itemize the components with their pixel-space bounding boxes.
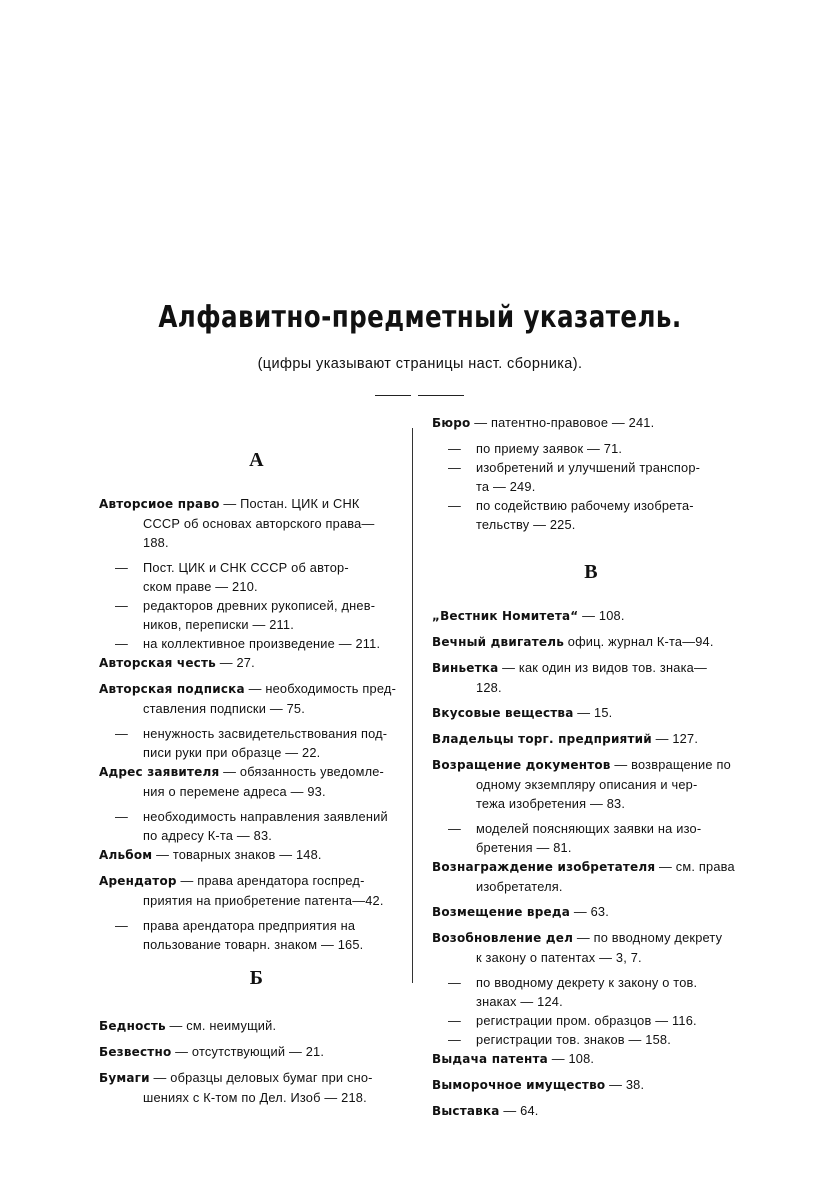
entry-heading: Виньетка — [432, 661, 499, 675]
title-rule — [375, 395, 411, 396]
entry-text: — 127. — [655, 731, 699, 746]
subentry-text: та — 249. — [476, 479, 536, 494]
subentry-text: регистрации пром. образцов — 116. — [476, 1013, 697, 1028]
page-subtitle: (цифры указывают страницы наст. сборника). — [257, 356, 583, 372]
subentry-text: по адресу К-та — 83. — [143, 828, 273, 843]
index-entry — [432, 606, 750, 626]
subentry-dash: — — [448, 460, 461, 475]
section-letter-b: Б — [249, 967, 264, 989]
entry-heading: „Вестник Номитета“ — [432, 609, 579, 623]
entry-heading: Вознаграждение изобретателя — [432, 860, 656, 874]
index-entry — [99, 762, 414, 801]
entry-text: — товарных знаков — 148. — [156, 847, 322, 862]
entry-text: — образцы деловых бумаг при сно- — [153, 1070, 373, 1085]
subentry-text: пользование товарн. знаком — 165. — [143, 937, 364, 952]
index-entry — [99, 494, 414, 552]
entry-text: — необходимость пред- — [248, 681, 397, 696]
entry-text: — как один из видов тов. знака— — [502, 660, 707, 675]
index-subentry — [99, 724, 414, 762]
subentry-dash: — — [115, 560, 128, 575]
section-letter-a: А — [249, 449, 264, 471]
entry-heading: Вечный двигатель — [432, 635, 564, 649]
index-entry — [99, 679, 414, 718]
subentry-dash: — — [448, 1032, 461, 1047]
index-subentry — [99, 807, 414, 845]
entry-heading: Арендатор — [99, 874, 177, 888]
entry-text: — 15. — [577, 705, 613, 720]
entry-heading: Владельцы торг. предприятий — [432, 732, 652, 746]
subentry-dash: — — [448, 498, 461, 513]
entry-text-continued: к закону о патентах — 3, 7. — [476, 950, 642, 965]
right-column — [432, 413, 750, 1127]
index-entry — [432, 755, 750, 813]
index-entry — [432, 703, 750, 723]
index-subentry — [432, 1030, 750, 1049]
entry-heading: Возмещение вреда — [432, 905, 571, 919]
subentry-text: права арендатора предприятия на — [143, 918, 356, 933]
entry-heading: Возращение документов — [432, 758, 611, 772]
entry-text: — Постан. ЦИК и СНК — [223, 496, 360, 511]
subentry-dash: — — [115, 726, 128, 741]
entry-text-continued: изобретателя. — [476, 879, 563, 894]
index-entry — [432, 658, 750, 697]
entry-text: — 108. — [582, 608, 625, 623]
subentry-text: редакторов древних рукописей, днев- — [143, 598, 376, 613]
entry-text: — 27. — [219, 655, 255, 670]
subentry-text: необходимость направления заявлений — [143, 809, 388, 824]
entry-heading: Бумаги — [99, 1071, 150, 1085]
subentry-text: знаках — 124. — [476, 994, 563, 1009]
entry-heading: Возобновление дел — [432, 931, 574, 945]
entry-list-b-continued — [432, 413, 750, 534]
index-subentry — [99, 596, 414, 634]
index-subentry — [432, 819, 750, 857]
subentry-dash: — — [448, 975, 461, 990]
entry-text-continued: 188. — [143, 535, 169, 550]
index-subentry — [432, 973, 750, 1011]
subentry-text: по приему заявок — 71. — [476, 441, 623, 456]
title-rule — [418, 395, 464, 396]
entry-text-continued: приятия на приобретение патента—42. — [143, 893, 384, 908]
entry-text: — по вводному декрету — [576, 930, 723, 945]
subentry-text: Пост. ЦИК и СНК СССР об автор- — [143, 560, 349, 575]
entry-text-continued: СССР об основах авторского права— — [143, 516, 375, 531]
entry-text-continued: 128. — [476, 680, 502, 695]
entry-text: офиц. журнал К-та—94. — [567, 634, 714, 649]
index-entry — [99, 845, 414, 865]
subentry-text: писи руки при образце — 22. — [143, 745, 321, 760]
entry-text-continued: ставления подписки — 75. — [143, 701, 305, 716]
entry-text: — 63. — [573, 904, 609, 919]
entry-text: — обязанность уведомле- — [223, 764, 385, 779]
entry-heading: Адрес заявителя — [99, 765, 220, 779]
index-subentry — [99, 558, 414, 596]
entry-heading: Выдача патента — [432, 1052, 548, 1066]
subentry-dash: — — [448, 441, 461, 456]
index-entry — [432, 857, 750, 896]
subentry-text: по вводному декрету к закону о тов. — [476, 975, 698, 990]
subentry-text: регистрации тов. знаков — 158. — [476, 1032, 671, 1047]
subentry-text: бретения — 81. — [476, 840, 572, 855]
entry-text: — см. права — [659, 859, 735, 874]
subentry-text: ненужность засвидетельствования под- — [143, 726, 388, 741]
subentry-text: ском праве — 210. — [143, 579, 258, 594]
index-subentry — [432, 1011, 750, 1030]
entry-text: — возвращение по — [614, 757, 731, 772]
subentry-dash: — — [115, 598, 128, 613]
subentry-text: изобретений и улучшений транспор- — [476, 460, 701, 475]
index-entry — [432, 632, 750, 652]
entry-list-a — [99, 494, 414, 954]
subentry-text: моделей поясняющих заявки на изо- — [476, 821, 702, 836]
page-title: Алфавитно-предметный указатель. — [158, 300, 682, 335]
index-entry — [99, 1042, 414, 1062]
entry-heading: Выставка — [432, 1104, 500, 1118]
subentry-text: на коллективное произведение — 211. — [143, 636, 381, 651]
index-entry — [99, 1016, 414, 1036]
entry-heading: Бедность — [99, 1019, 166, 1033]
subentry-dash: — — [115, 918, 128, 933]
entry-text-continued: шениях с К-том по Дел. Изоб — 218. — [143, 1090, 367, 1105]
entry-heading: Авторсиое право — [99, 497, 220, 511]
entry-heading: Вкусовые вещества — [432, 706, 574, 720]
entry-text: — см. неимущий. — [169, 1018, 277, 1033]
index-subentry — [432, 496, 750, 534]
index-subentry — [99, 634, 414, 653]
index-entry — [432, 729, 750, 749]
entry-text: — 64. — [503, 1103, 539, 1118]
index-entry — [432, 413, 750, 433]
index-entry — [432, 1049, 750, 1069]
entry-text-continued: тежа изобретения — 83. — [476, 796, 626, 811]
entry-text: — отсутствующий — 21. — [175, 1044, 325, 1059]
subentry-text: ников, переписки — 211. — [143, 617, 294, 632]
left-column — [99, 430, 414, 1113]
entry-heading: Авторская подписка — [99, 682, 245, 696]
entry-text: — права арендатора госпред- — [180, 873, 365, 888]
subentry-dash: — — [448, 821, 461, 836]
entry-text-continued: ния о перемене адреса — 93. — [143, 784, 326, 799]
index-subentry — [432, 439, 750, 458]
subentry-dash: — — [115, 636, 128, 651]
index-entry — [432, 902, 750, 922]
entry-text: — патентно-правовое — 241. — [474, 415, 655, 430]
entry-heading: Альбом — [99, 848, 153, 862]
entry-text: — 108. — [551, 1051, 595, 1066]
entry-heading: Бюро — [432, 416, 471, 430]
entry-heading: Выморочное имущество — [432, 1078, 606, 1092]
index-entry — [99, 653, 414, 673]
entry-heading: Авторская честь — [99, 656, 216, 670]
section-letter-v: В — [584, 561, 598, 583]
index-entry — [99, 871, 414, 910]
subentry-dash: — — [448, 1013, 461, 1028]
index-entry — [99, 1068, 414, 1107]
entry-text: — 38. — [609, 1077, 645, 1092]
index-entry — [432, 1101, 750, 1121]
subentry-text: по содействию рабочему изобрета- — [476, 498, 694, 513]
index-entry — [432, 928, 750, 967]
entry-list-b — [99, 1016, 414, 1107]
index-subentry — [432, 458, 750, 496]
subentry-dash: — — [115, 809, 128, 824]
entry-heading: Безвестно — [99, 1045, 172, 1059]
subentry-text: тельству — 225. — [476, 517, 576, 532]
entry-text-continued: одному экземпляру описания и чер- — [476, 777, 698, 792]
index-subentry — [99, 916, 414, 954]
index-entry — [432, 1075, 750, 1095]
entry-list-v — [432, 606, 750, 1121]
